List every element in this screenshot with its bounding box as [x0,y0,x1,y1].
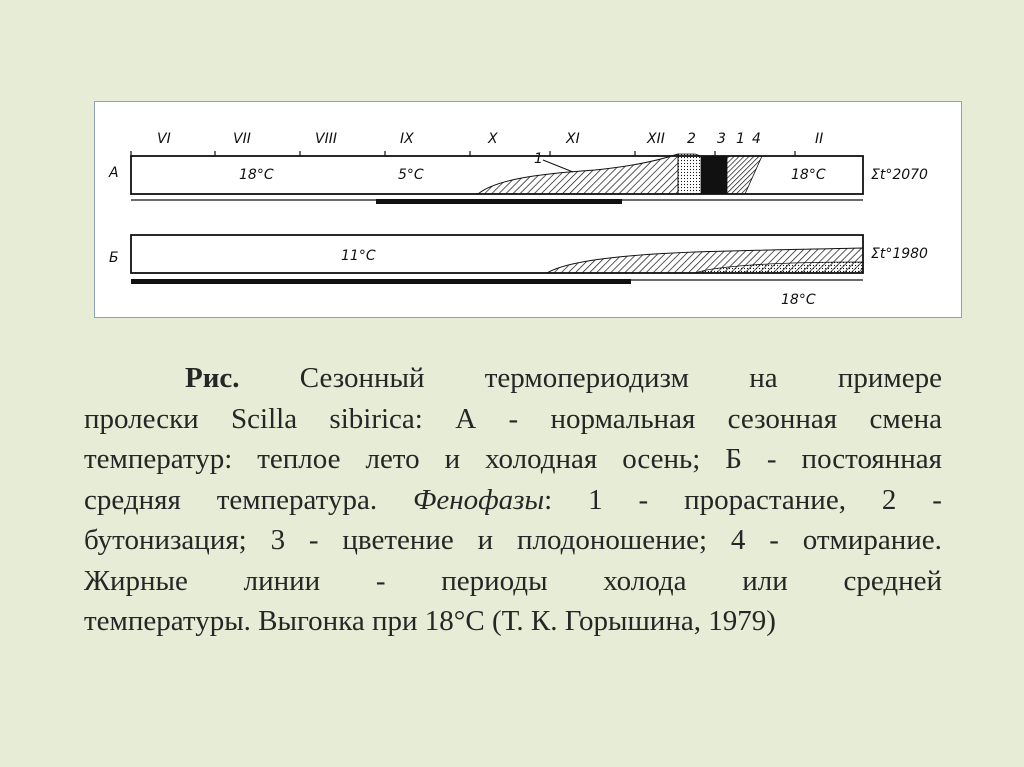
month-label: VII [233,131,251,147]
month-label: 3 [717,131,726,147]
caption-word: пролески [84,402,199,435]
caption-word: плодоношение; [516,524,708,556]
caption-word: - [769,524,779,556]
caption-word: Б [725,443,742,475]
caption-word: Сезонный [299,362,425,394]
caption-word: sibirica: [329,402,423,435]
caption-word: - [766,443,777,475]
caption-word: 4 [730,524,746,556]
caption-word: цветение [342,524,454,556]
caption-word: отмирание. [802,524,942,556]
figure-caption [84,358,942,642]
sum-b: Σt°1980 [871,246,928,262]
temp-end-b: 18°C [781,292,816,308]
month-label: 2 [687,131,696,147]
caption-word: холодная [485,443,598,475]
temp-mid-b: 11°C [341,248,376,264]
caption-word: 3 [270,524,286,556]
caption-word: и [477,524,494,556]
caption-word: - [638,483,649,516]
month-label: XI [566,131,580,147]
caption-word: осень; [622,443,701,475]
temp-autumn: 5°C [398,167,424,183]
caption-word: А [455,402,477,435]
caption-word: средней [843,564,942,597]
caption-word: бутонизация; [84,524,247,556]
sum-a: Σt°2070 [871,167,928,183]
caption-line [84,561,942,602]
caption-word: постоянная [801,443,942,475]
caption-word: термопериодизм [484,362,689,394]
caption-word: примере [837,362,942,394]
caption-word: - [932,483,942,516]
caption-word: холода [603,564,687,597]
month-label: II [815,131,824,147]
caption-word: сезонная [727,402,838,435]
caption-word: 2 [881,483,897,516]
caption-word: Scilla [231,402,298,435]
temp-summer: 18°C [239,167,274,183]
caption-word: нормальная [550,402,696,435]
caption-word: Жирные [84,564,188,597]
caption-term-phenophases: Фенофазы [413,483,545,516]
temp-end-a: 18°C [791,167,826,183]
cold-period-a [376,199,622,204]
caption-word: 1 [588,483,603,516]
caption-word: - [308,524,319,556]
caption-word: температура. [216,483,378,516]
caption-word: - [375,564,386,597]
month-label: 1 [736,131,745,147]
caption-word: смена [869,402,942,435]
caption-line [84,358,942,399]
caption-word: и [444,443,461,475]
caption-word: на [749,362,778,394]
caption-line [84,439,942,480]
caption-word: или [742,564,788,597]
caption-word: средняя [84,483,181,516]
caption-line [84,399,942,440]
row-a-label: А [109,165,119,181]
caption-last-line: температуры. Выгонка при 18°С (Т. К. Горышина, 1979) [84,605,776,637]
caption-word: периоды [441,564,548,597]
bar-b [131,235,863,273]
month-label: IX [400,131,414,147]
caption-word: - [508,402,519,435]
caption-line [84,480,942,521]
caption-colon: : [544,483,553,516]
cold-period-b [131,279,631,284]
month-label: 4 [752,131,761,147]
month-label: XII [647,131,665,147]
caption-word: лето [365,443,420,475]
row-b-label: Б [109,250,119,266]
figure-frame [94,101,962,318]
month-label: VI [157,131,171,147]
caption-line [84,601,942,642]
thermoperiodism-diagram [95,102,963,319]
caption-word: теплое [257,443,341,475]
caption-word: линии [243,564,321,597]
month-label: X [488,131,498,147]
caption-fig-label: Рис. [185,362,240,394]
caption-line [84,520,942,561]
caption-word: прорастание, [684,483,846,516]
month-label: VIII [315,131,337,147]
caption-word: температур: [84,443,233,475]
caption-word [413,480,552,521]
phase-marker: 1 [534,151,543,167]
